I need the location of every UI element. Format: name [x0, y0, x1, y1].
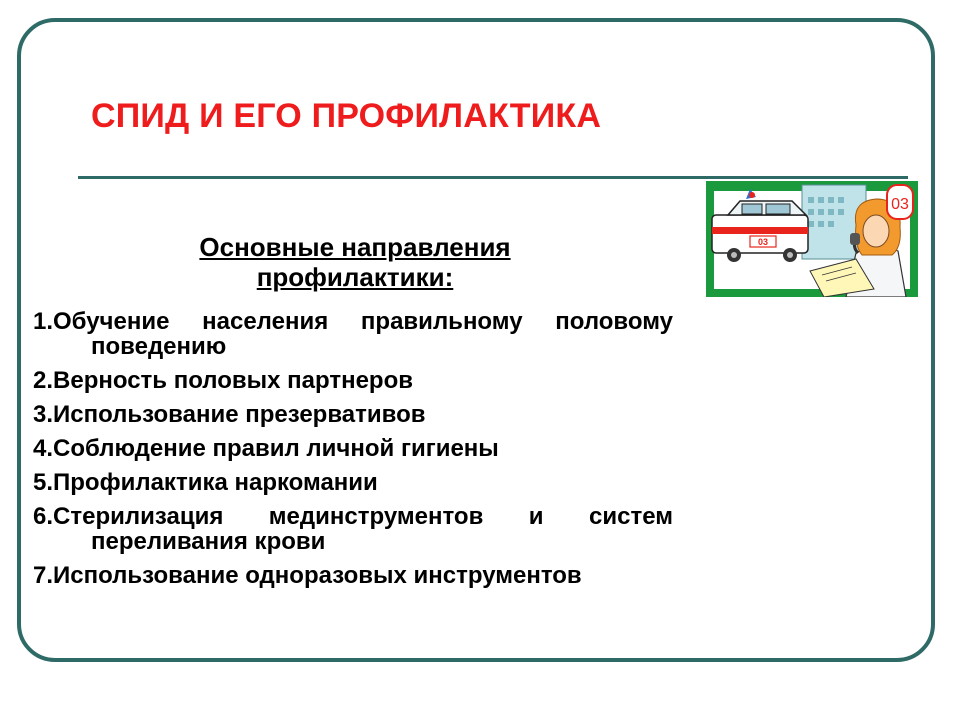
list-item: 6.Стерилизация мединструментов и систем переливания крови — [33, 503, 673, 555]
ambulance-dispatcher-clipart — [706, 181, 918, 297]
slide-title: СПИД И ЕГО ПРОФИЛАКТИКА — [91, 97, 602, 135]
list-subtitle: Основные направления профилактики: — [199, 232, 511, 292]
list-item: 2.Верность половых партнеров — [33, 367, 413, 394]
list-item: 3.Использование презервативов — [33, 401, 426, 428]
list-item: 4.Соблюдение правил личной гигиены — [33, 435, 499, 462]
list-item: 1.Обучение населения правильному половому поведению — [33, 308, 673, 360]
prevention-list — [33, 309, 673, 597]
title-divider — [78, 176, 908, 179]
list-item: 7.Использование одноразовых инструментов — [33, 562, 582, 589]
svg-text:03: 03 — [891, 196, 909, 213]
emergency-03-badge — [887, 185, 913, 219]
list-item: 5.Профилактика наркомании — [33, 469, 378, 496]
svg-text:03: 03 — [757, 237, 769, 247]
